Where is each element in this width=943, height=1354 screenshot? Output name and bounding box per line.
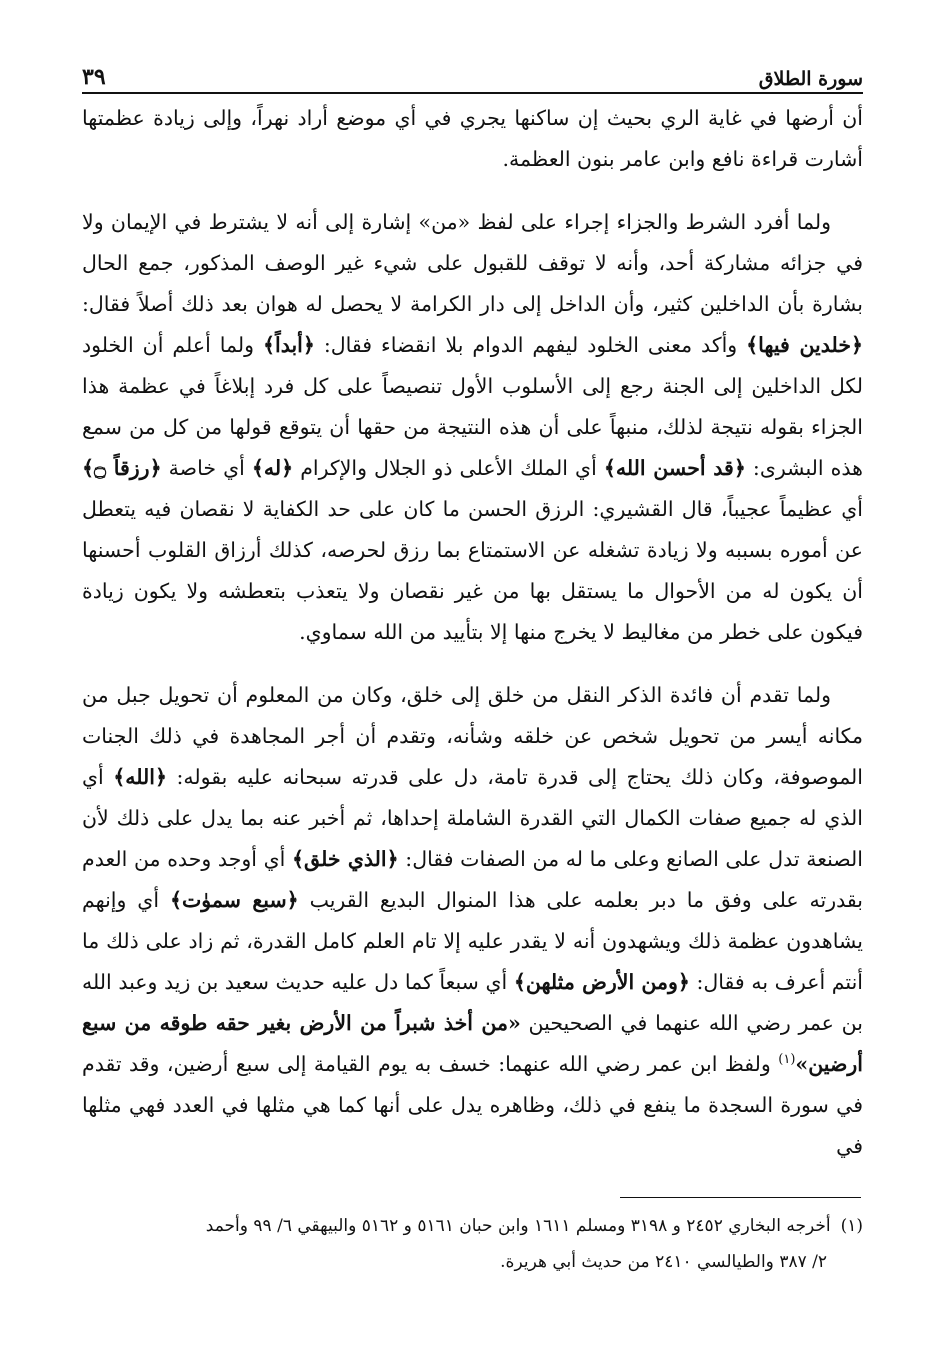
- quran-quote: «من أخذ شبراً من الأرض بغير حقه طوقه من سبع أرضين»: [82, 1011, 863, 1076]
- footnote-text-1: أخرجه البخاري ٢٤٥٢ و ٣١٩٨ ومسلم ١٦١١ وابن حبان ٥١٦١ و ٥١٦٢ والبيهقي ٦/ ٩٩ وأحمد: [205, 1216, 831, 1236]
- footnote: [82, 1208, 863, 1280]
- quran-quote: ﴿سبع سموٰت﴾: [169, 888, 299, 912]
- surah-title: سورة الطلاق: [758, 68, 863, 90]
- text-run: ولما تقدم أن فائدة الذكر النقل من خلق إلى خلق، وكان من المعلوم أن تحويل جبل من مكانه أيسر من تحويل شخص عن خلقه وشأنه، وتقدم أن أجر المجاهدة في ذلك الجنات الموصوفة، وكان ذلك يحتاج إلى قدرة تامة، دل على قدرته سبحانه عليه بقوله:: [82, 683, 863, 789]
- text-run: ولما أفرد الشرط والجزاء إجراء على لفظ «من» إشارة إلى أنه لا يشترط في الإيمان ولا في جزائه مشاركة أحد، وأنه لا توقف للقبول على شيء غير الوصف المذكور، جمع الحال بشارة بأن الداخلين كثير، وأن الداخل إلى دار الكرامة لا يحصل له هوان بعد ذلك أصلاً فقال:: [82, 210, 863, 316]
- text-run: ولما أعلم أن الخلود لكل الداخلين إلى الجنة رجع إلى الأسلوب الأول تنصيصاً على كل فرد إبلاغاً في عظمة هذا الجزاء بقوله نتيجة لذلك، منبهاً على أن هذه النتيجة من حقها أن يتوقع قولها من كل من سمع هذه البشرى:: [82, 333, 863, 480]
- quran-quote: ﴿رزقاً ۝﴾: [82, 456, 162, 480]
- footnote-number: (١): [840, 1216, 863, 1236]
- quran-quote: ﴿خلدين فيها﴾: [746, 333, 863, 357]
- text-run: أن أرضها في غاية الري بحيث إن ساكنها يجري في أي موضع أراد نهراً، وإلى زيادة عظمتها أشارت قراءة نافع وابن عامر بنون العظمة.: [82, 106, 863, 171]
- footnote-ref: (١): [778, 1052, 796, 1068]
- text-run: أي أوجد وحده من العدم بقدرته على وفق ما دبر بعلمه على هذا المنوال البديع القريب: [82, 847, 863, 912]
- paragraph-3: [82, 675, 863, 1167]
- page-number: ٣٩: [82, 64, 106, 90]
- main-text: [82, 98, 863, 1167]
- footnote-line-1: [82, 1208, 863, 1244]
- paragraph-2: [82, 202, 863, 653]
- footnote-line-2: ٢/ ٣٨٧ والطيالسي ٢٤١٠ من حديث أبي هريرة.: [500, 1252, 827, 1272]
- text-run: أي سبعاً كما دل عليه حديث سعيد بن زيد وعبد الله بن عمر رضي الله عنهما في الصحيحين: [82, 970, 863, 1035]
- text-run: أي عظيماً عجيباً، قال القشيري: الرزق الحسن ما كان على حد الكفاية لا نقصان فيه يتعطل عن أموره بسببه ولا زيادة تشغله عن الاستمتاع بما رزق لحرصه، كذلك أرزاق القلوب أحسنها أن يكون له من الأحوال ما يستقل بها من غير نقصان ولا يتعذب بتعطشه ولا يكون زيادة فيكون على خطر من مغاليط لا يخرج منها إلا بتأييد من الله سماوي.: [82, 497, 863, 644]
- text-run: وأكد معنى الخلود ليفهم الدوام بلا انقضاء فقال:: [314, 333, 747, 357]
- quran-quote: ﴿أبداً﴾: [262, 333, 315, 357]
- page-header: [82, 50, 863, 90]
- quran-quote: ﴿الذي خلق﴾: [292, 847, 399, 871]
- paragraph-1: [82, 98, 863, 180]
- footnote-rule: [620, 1197, 861, 1198]
- text-run: أي خاصة: [161, 456, 252, 480]
- text-run: أي الذي له جميع صفات الكمال التي القدرة الشاملة إحداها، ثم أخبر عنه بما يدل على ذلك لأن الصنعة تدل على الصانع وعلى ما له من الصفات فقال:: [82, 765, 863, 871]
- header-rule: [82, 92, 863, 94]
- quran-quote: ﴿ومن الأرض مثلهن﴾: [513, 970, 690, 994]
- quran-quote: ﴿قد أحسن الله﴾: [603, 456, 746, 480]
- quran-quote: ﴿له﴾: [251, 456, 294, 480]
- quran-quote: ﴿الله﴾: [113, 765, 167, 789]
- text-run: أي الملك الأعلى ذو الجلال والإكرام: [293, 456, 604, 480]
- text-run: أي وإنهم يشاهدون عظمة ذلك ويشهدون أنه لا يقدر عليه إلا تام العلم كامل القدرة، ثم زاد على ذلك ما أنتم أعرف به فقال:: [82, 888, 863, 994]
- text-run: ولفظ ابن عمر رضي الله عنهما: خسف به يوم القيامة إلى سبع أرضين، وقد تقدم في سورة السجدة ما ينفع في ذلك، وظاهره يدل على أنها كما هي مثلها في العدد فهي مثلها في: [82, 1052, 864, 1158]
